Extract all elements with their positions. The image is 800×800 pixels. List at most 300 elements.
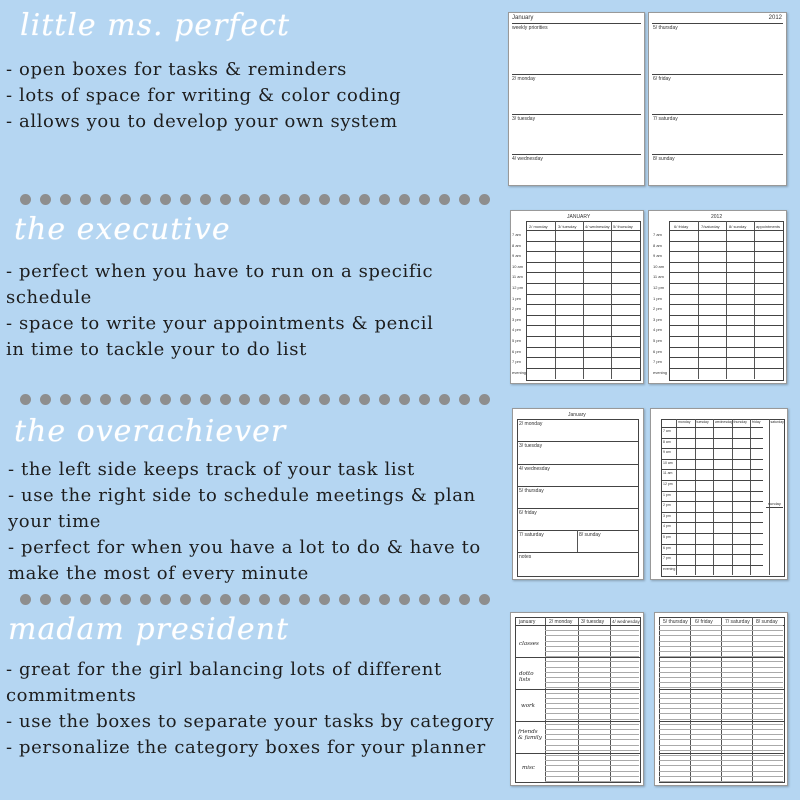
column-header: 5/ thursday: [613, 224, 633, 229]
bullet-list: [6, 657, 500, 761]
planner-page-right: [648, 12, 787, 186]
writing-line: [545, 739, 639, 740]
time-label: 6 pm: [663, 545, 671, 550]
divider-dot: [20, 194, 31, 205]
divider-dot: [180, 194, 191, 205]
divider-dot: [20, 394, 31, 405]
bullet: - great for the girl balancing lots of different: [6, 659, 442, 680]
column-header: 8/ sunday: [756, 619, 778, 625]
writing-line: [545, 776, 639, 777]
category-divider: [659, 753, 784, 754]
row-line: [526, 347, 640, 348]
divider-dot: [419, 594, 430, 605]
writing-line: [659, 781, 783, 782]
section-title: the executive: [14, 212, 231, 247]
row-line: [661, 565, 763, 566]
row-line: [669, 304, 783, 305]
divider-dot: [359, 394, 370, 405]
row-line: [661, 544, 763, 545]
divider-dot: [479, 594, 490, 605]
row-line: [661, 469, 763, 470]
divider-dot: [239, 194, 250, 205]
column-line: [769, 419, 770, 575]
month-label: January: [568, 412, 586, 418]
divider-dot: [439, 394, 450, 405]
writing-line: [659, 739, 783, 740]
writing-line: [545, 703, 639, 704]
day-label: 5/ thursday: [519, 488, 544, 494]
divider-dot: [160, 594, 171, 605]
divider-dot: [100, 194, 111, 205]
bullet: - use the boxes to separate your tasks by category: [6, 711, 495, 732]
category-label: friends & family: [518, 729, 542, 741]
time-label: 8 am: [512, 242, 521, 248]
column-header: 6/ friday: [695, 619, 713, 625]
divider-dot: [200, 594, 211, 605]
column-header: 8/ sunday: [729, 224, 747, 229]
column-header: 3/ tuesday: [581, 619, 605, 625]
day-label: 7/ saturday: [653, 116, 678, 122]
writing-line: [545, 635, 639, 636]
row-line: [669, 347, 783, 348]
divider-dot: [359, 594, 370, 605]
section-the-overachiever: [0, 414, 500, 587]
writing-line: [659, 745, 783, 746]
divider-dot: [160, 394, 171, 405]
writing-line: [659, 719, 783, 720]
writing-line: [659, 776, 783, 777]
row-line: [661, 480, 763, 481]
bullet: - space to write your appointments & pencil: [6, 313, 434, 334]
bullet: schedule: [6, 287, 92, 308]
time-label: 3 pm: [653, 316, 662, 322]
time-label: 8 am: [653, 242, 662, 248]
writing-line: [545, 734, 639, 735]
category-divider: [515, 625, 640, 626]
time-label: 9 am: [653, 253, 662, 259]
time-label: 10 am: [663, 460, 673, 465]
row-line: [669, 368, 783, 369]
divider-dot: [60, 394, 71, 405]
time-label: 11 am: [653, 274, 664, 280]
row-line: [766, 507, 783, 508]
writing-line: [545, 661, 639, 662]
writing-line: [659, 646, 783, 647]
day-label: 2/ monday: [519, 421, 543, 427]
writing-line: [545, 719, 639, 720]
writing-line: [545, 713, 639, 714]
writing-line: [545, 693, 639, 694]
divider-dot: [180, 594, 191, 605]
row-line: [669, 357, 783, 358]
column-header: tuesday: [696, 420, 709, 424]
column-header: 2/ monday: [529, 224, 548, 229]
time-label: 7 pm: [663, 556, 671, 561]
planner-page-left: [510, 210, 644, 384]
row-line: [669, 315, 783, 316]
column-header: monday: [678, 420, 691, 424]
time-label: 6 pm: [653, 348, 662, 354]
divider-dot: [479, 394, 490, 405]
divider-dot: [220, 394, 231, 405]
time-label: 5 pm: [653, 338, 662, 343]
section-title: little ms. perfect: [20, 8, 291, 43]
column-header: appointments: [756, 224, 781, 229]
column-line: [676, 419, 677, 575]
row-line: [669, 251, 783, 252]
divider-dot: [319, 194, 330, 205]
writing-line: [659, 635, 783, 636]
divider-dot: [200, 394, 211, 405]
section-little-ms-perfect: [0, 8, 500, 135]
divider-dot: [339, 594, 350, 605]
row-line: [526, 241, 640, 242]
row-line: [526, 368, 640, 369]
time-label: 12 pm: [663, 482, 673, 486]
divider-dot: [299, 194, 310, 205]
bullet-list: [6, 259, 500, 363]
category-divider: [659, 657, 784, 658]
divider-dot: [299, 394, 310, 405]
row-line: [661, 459, 763, 460]
divider-dot: [40, 394, 51, 405]
row-line: [526, 336, 640, 337]
row-line: [526, 230, 640, 231]
writing-line: [545, 667, 639, 668]
row-line: [669, 272, 783, 273]
time-label: 10 am: [653, 263, 665, 269]
writing-line: [545, 760, 639, 761]
row-line: [661, 427, 763, 428]
time-label: 11 am: [512, 274, 523, 280]
section-madam-president: [0, 612, 500, 761]
row-line: [661, 448, 763, 449]
divider-dot: [160, 194, 171, 205]
category-divider: [659, 689, 784, 690]
writing-line: [659, 713, 783, 714]
month-label: January: [512, 15, 534, 21]
divider-dot: [379, 194, 390, 205]
row-line: [526, 315, 640, 316]
side-label: sunday: [768, 501, 781, 506]
divider-dot: [279, 194, 290, 205]
divider-dot: [80, 194, 91, 205]
day-label: 5/ thursday: [653, 25, 678, 31]
writing-line: [659, 693, 783, 694]
divider-dot: [259, 594, 270, 605]
section-title: madam president: [8, 612, 290, 647]
divider-dot: [100, 594, 111, 605]
bullet-list: [8, 457, 500, 587]
time-label: 3 pm: [663, 513, 671, 518]
time-label: 2 pm: [653, 306, 662, 312]
category-label: classes: [519, 641, 539, 647]
writing-line: [659, 750, 783, 751]
writing-line: [659, 708, 783, 709]
divider-dot: [419, 394, 430, 405]
divider-dot: [80, 594, 91, 605]
divider-dot: [40, 194, 51, 205]
writing-line: [545, 724, 639, 725]
time-label: 12 pm: [653, 285, 665, 290]
bullet: in time to tackle your to do list: [6, 339, 307, 360]
year-label: 2012: [768, 15, 782, 21]
bullet: - perfect when you have to run on a specific: [6, 261, 434, 282]
writing-line: [659, 641, 783, 642]
day-label: 6/ friday: [519, 510, 537, 516]
divider-dot: [180, 394, 191, 405]
planner-page-left: [510, 612, 644, 786]
time-label: 2 pm: [663, 503, 671, 508]
day-label: 4/ wednesday: [512, 156, 543, 162]
writing-line: [545, 708, 639, 709]
divider-dot: [479, 194, 490, 205]
bullet: your time: [8, 511, 102, 532]
day-label: 7/ saturday: [519, 532, 544, 538]
divider-dot: [359, 194, 370, 205]
row-line: [669, 325, 783, 326]
divider-dot: [459, 394, 470, 405]
writing-line: [659, 677, 783, 678]
time-label: 1 pm: [663, 492, 671, 497]
row-line: [526, 272, 640, 273]
writing-line: [659, 729, 783, 730]
writing-line: [659, 760, 783, 761]
column-header: 7/saturday: [701, 224, 720, 229]
divider-dot: [60, 194, 71, 205]
time-label: 2 pm: [512, 306, 521, 312]
category-divider: [515, 721, 640, 722]
column-header: friday: [752, 420, 761, 424]
time-label: 6 pm: [512, 348, 521, 354]
row-line: [669, 336, 783, 337]
category-divider: [659, 721, 784, 722]
time-label: 4 pm: [663, 524, 671, 529]
planner-page-left: [512, 408, 644, 580]
divider-dot: [20, 594, 31, 605]
dot-divider: [20, 394, 490, 406]
column-header: wednesday: [715, 420, 733, 424]
category-label: work: [521, 703, 535, 709]
writing-line: [545, 781, 639, 782]
divider-dot: [439, 594, 450, 605]
day-label: 2/ monday: [512, 76, 536, 82]
column-line: [713, 419, 714, 575]
row-line: [661, 501, 763, 502]
writing-line: [545, 682, 639, 683]
row-line: [526, 294, 640, 295]
bullet: make the most of every minute: [8, 563, 309, 584]
row-line: [661, 533, 763, 534]
divider-dot: [379, 594, 390, 605]
section-the-executive: [0, 212, 500, 363]
row-line: [669, 283, 783, 284]
writing-line: [545, 750, 639, 751]
divider-dot: [239, 594, 250, 605]
row-line: [661, 522, 763, 523]
divider-dot: [459, 194, 470, 205]
time-label: 7 pm: [512, 359, 521, 365]
column-header: 4/ wednesday: [585, 224, 610, 229]
time-label: 8 am: [663, 439, 671, 444]
category-divider: [515, 689, 640, 690]
planner-page-right: [654, 612, 788, 786]
divider-dot: [120, 194, 131, 205]
writing-line: [545, 729, 639, 730]
writing-line: [545, 651, 639, 652]
column-header: 5/ thursday: [663, 619, 688, 625]
divider-dot: [319, 394, 330, 405]
time-label: evening: [653, 369, 668, 375]
time-label: 12 pm: [512, 285, 524, 290]
writing-line: [659, 765, 783, 766]
divider-dot: [120, 394, 131, 405]
time-label: 7 am: [653, 232, 662, 237]
divider-dot: [140, 394, 151, 405]
row-line: [669, 241, 783, 242]
day-label: 6/ friday: [653, 76, 671, 82]
planner-page-left: [508, 12, 645, 186]
column-header: 2/ monday: [549, 619, 573, 625]
divider-dot: [40, 594, 51, 605]
divider-dot: [220, 594, 231, 605]
row-line: [526, 304, 640, 305]
category-label: dotto lists: [519, 671, 534, 683]
writing-line: [545, 641, 639, 642]
row-line: [661, 438, 763, 439]
divider-dot: [60, 594, 71, 605]
bullet: - the left side keeps track of your task list: [8, 459, 415, 480]
divider-dot: [279, 394, 290, 405]
column-header: 4/ wednesday: [612, 619, 640, 624]
time-label: 4 pm: [512, 327, 521, 333]
row-line: [526, 251, 640, 252]
day-label: weekly priorities: [512, 25, 548, 31]
column-header: saturday: [770, 420, 784, 424]
column-header: 6/ friday: [674, 224, 689, 229]
row-line: [661, 512, 763, 513]
day-label: 8/ sunday: [653, 156, 675, 162]
time-label: evening: [663, 566, 676, 571]
writing-line: [545, 677, 639, 678]
time-label: 7 pm: [653, 359, 662, 365]
writing-line: [659, 630, 783, 631]
time-label: 7 am: [663, 429, 671, 433]
writing-line: [659, 698, 783, 699]
writing-line: [659, 667, 783, 668]
writing-line: [545, 630, 639, 631]
time-label: 9 am: [663, 450, 671, 455]
writing-line: [545, 672, 639, 673]
column-header: 3/ tuesday: [558, 224, 577, 229]
category-divider: [515, 657, 640, 658]
planner-page-right: [650, 408, 788, 580]
column-line: [695, 419, 696, 575]
time-label: evening: [512, 369, 527, 375]
divider-dot: [239, 394, 250, 405]
section-title: the overachiever: [14, 414, 287, 449]
column-header: thursday: [733, 420, 747, 424]
writing-line: [545, 745, 639, 746]
day-label: 3/ tuesday: [519, 443, 543, 449]
writing-line: [659, 724, 783, 725]
divider-dot: [319, 594, 330, 605]
divider-dot: [120, 594, 131, 605]
writing-line: [545, 771, 639, 772]
bullet: - use the right side to schedule meetings & plan: [8, 485, 476, 506]
divider-dot: [259, 194, 270, 205]
day-label: 3/ tuesday: [512, 116, 536, 122]
time-label: 9 am: [512, 253, 521, 259]
writing-line: [659, 672, 783, 673]
writing-line: [659, 651, 783, 652]
category-divider: [515, 753, 640, 754]
category-label: misc: [522, 765, 535, 771]
bullet: - perfect for when you have a lot to do & have to: [8, 537, 481, 558]
month-label: january: [519, 619, 536, 625]
divider-dot: [279, 594, 290, 605]
month-label: JANUARY: [567, 214, 591, 220]
divider-dot: [439, 194, 450, 205]
row-line: [526, 262, 640, 263]
divider-dot: [339, 394, 350, 405]
divider-dot: [100, 394, 111, 405]
bullet: - open boxes for tasks & reminders: [6, 59, 347, 80]
time-label: 7 am: [512, 232, 521, 237]
divider-dot: [140, 594, 151, 605]
row-line: [526, 357, 640, 358]
bullet: - allows you to develop your own system: [6, 111, 398, 132]
writing-line: [659, 734, 783, 735]
day-label: 4/ wednesday: [519, 466, 550, 472]
column-line: [732, 419, 733, 575]
divider-dot: [80, 394, 91, 405]
time-label: 1 pm: [512, 295, 521, 301]
bullet: - lots of space for writing & color coding: [6, 85, 402, 106]
writing-line: [659, 771, 783, 772]
dot-divider: [20, 594, 490, 606]
divider-dot: [399, 594, 410, 605]
time-label: 3 pm: [512, 316, 521, 322]
planner-page-right: [648, 210, 787, 384]
row-line: [669, 294, 783, 295]
row-line: [669, 230, 783, 231]
day-label: notes: [519, 554, 532, 560]
time-label: 5 pm: [663, 535, 671, 539]
row-line: [661, 554, 763, 555]
day-label: 8/ sunday: [579, 532, 601, 538]
divider-dot: [200, 194, 211, 205]
writing-line: [659, 625, 783, 626]
dot-divider: [20, 194, 490, 206]
time-label: 10 am: [512, 263, 524, 269]
writing-line: [545, 646, 639, 647]
divider-dot: [339, 194, 350, 205]
divider-dot: [419, 194, 430, 205]
row-line: [669, 262, 783, 263]
divider-dot: [399, 194, 410, 205]
row-line: [661, 491, 763, 492]
time-label: 1 pm: [653, 295, 662, 301]
divider-dot: [140, 194, 151, 205]
bullet: - personalize the category boxes for your planner: [6, 737, 486, 758]
divider-dot: [379, 394, 390, 405]
time-label: 4 pm: [653, 327, 662, 333]
writing-line: [659, 661, 783, 662]
writing-line: [659, 703, 783, 704]
bullet-list: [6, 57, 500, 135]
writing-line: [659, 682, 783, 683]
